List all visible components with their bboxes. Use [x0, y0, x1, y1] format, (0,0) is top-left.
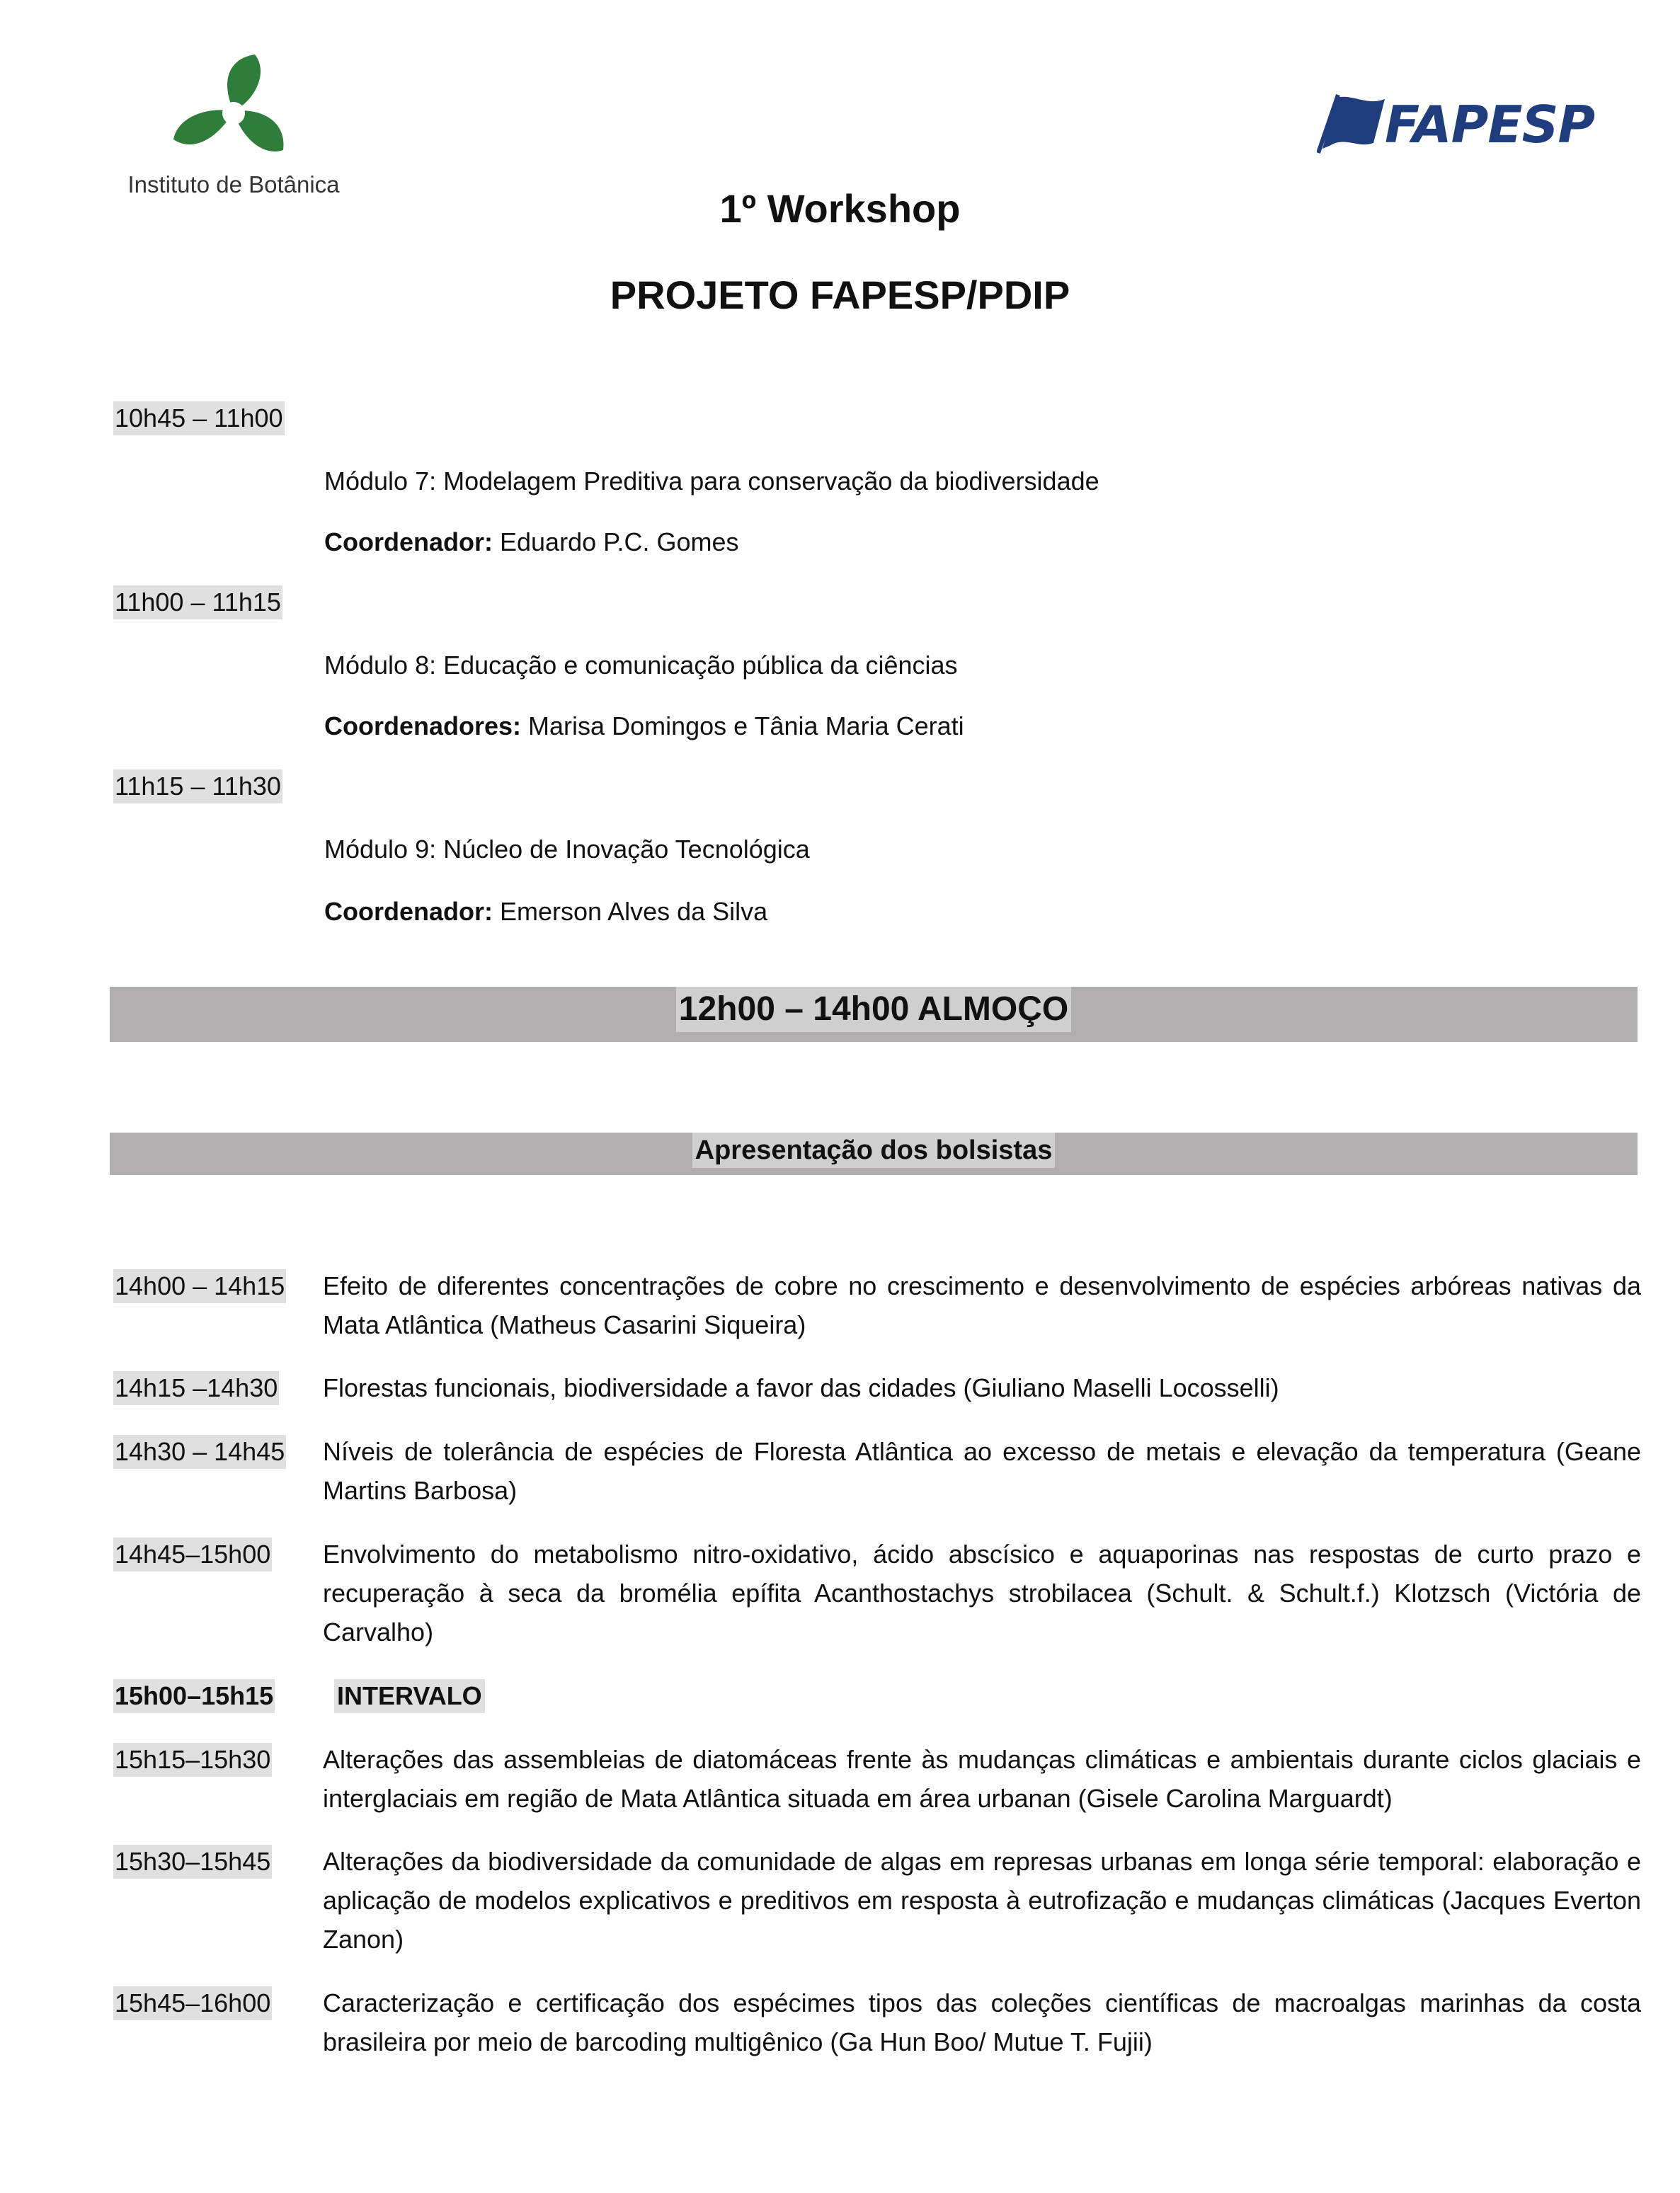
coordinator-label: Coordenador:: [324, 897, 493, 926]
presentation-text: Efeito de diferentes concentrações de cobre no crescimento e desenvolvimento de espécies arbóreas nativas da Mata Atlântica (Matheus Casarini Siqueira): [323, 1271, 1641, 1339]
presentation-text: Caracterização e certificação dos espécimes tipos das coleções científicas de macroalgas marinhas da costa brasileira por meio de barcoding multigênico (Ga Hun Boo/ Mutue T. Fujii): [323, 1988, 1641, 2056]
presentation-text: Envolvimento do metabolismo nitro-oxidativo, ácido abscísico e aquaporinas nas respostas de curto prazo e recuperação à seca da bromélia epífita Acanthostachys strobilacea (Schult. & Schult.f.) Klotzsch (Victória de Carvalho): [323, 1540, 1641, 1647]
presentation-time: 15h15–15h30: [113, 1743, 272, 1777]
presentation-time: 14h45–15h00: [113, 1538, 272, 1571]
coordinator-label: Coordenadores:: [324, 711, 522, 740]
instituto-botanica-logo: [113, 51, 354, 207]
left-logo-caption: Instituto de Botânica: [127, 171, 340, 197]
presentation-text: Níveis de tolerância de espécies de Floresta Atlântica ao excesso de metais e elevação da temperatura (Geane Martins Barbosa): [323, 1437, 1641, 1505]
interval-label: INTERVALO: [334, 1679, 485, 1713]
module-time: 10h45 – 11h00: [113, 401, 285, 435]
presentation-time: 15h30–15h45: [113, 1845, 272, 1879]
module-time: 11h00 – 11h15: [113, 585, 282, 619]
module-title: Módulo 7: Modelagem Preditiva para conservação da biodiversidade: [324, 466, 1099, 496]
section-band: [110, 1133, 1638, 1175]
presentation-text: Alterações das assembleias de diatomáceas frente às mudanças climáticas e ambientais durante ciclos glaciais e interglaciais em região de Mata Atlântica situada em área urbanan (Gisele Carolina Marguardt): [323, 1745, 1641, 1813]
module-coordinator: [324, 525, 739, 559]
module-time: 11h15 – 11h30: [113, 769, 282, 803]
presentation-time: 14h30 – 14h45: [113, 1435, 286, 1469]
lunch-band-label: 12h00 – 14h00 ALMOÇO: [676, 987, 1071, 1032]
presentation-text: Florestas funcionais, biodiversidade a favor das cidades (Giuliano Maselli Locosselli): [323, 1373, 1279, 1402]
presentation-text: Alterações da biodiversidade da comunidade de algas em represas urbanas em longa série temporal: elaboração e aplicação de modelos explicativos e preditivos em resposta à eutrofização e mudanças climáticas (Jacques Everton Zanon): [323, 1847, 1641, 1954]
title-line-1: 1º Workshop: [719, 186, 961, 231]
coordinator-label: Coordenador:: [324, 527, 493, 556]
section-band-label: Apresentação dos bolsistas: [692, 1133, 1056, 1168]
coordinator-names: Emerson Alves da Silva: [493, 897, 768, 926]
interval-time: 15h00–15h15: [113, 1679, 275, 1713]
module-coordinator: [324, 895, 767, 929]
presentation-time: 14h15 –14h30: [113, 1371, 279, 1405]
three-leaf-logo-icon: [163, 51, 304, 171]
fapesp-flag-logo-icon: [1317, 91, 1388, 159]
presentation-time: 14h00 – 14h15: [113, 1269, 286, 1303]
lunch-band: [110, 987, 1638, 1042]
presentation-time: 15h45–16h00: [113, 1986, 272, 2020]
module-coordinator: [324, 709, 964, 743]
module-title: Módulo 8: Educação e comunicação pública da ciências: [324, 651, 958, 680]
coordinator-names: Marisa Domingos e Tânia Maria Cerati: [521, 711, 964, 740]
coordinator-names: Eduardo P.C. Gomes: [493, 527, 739, 556]
module-title: Módulo 9: Núcleo de Inovação Tecnológica: [324, 835, 810, 864]
right-logo-text: FAPESP: [1385, 95, 1595, 154]
title-line-2: PROJETO FAPESP/PDIP: [610, 273, 1070, 317]
fapesp-logo: [1317, 91, 1595, 159]
